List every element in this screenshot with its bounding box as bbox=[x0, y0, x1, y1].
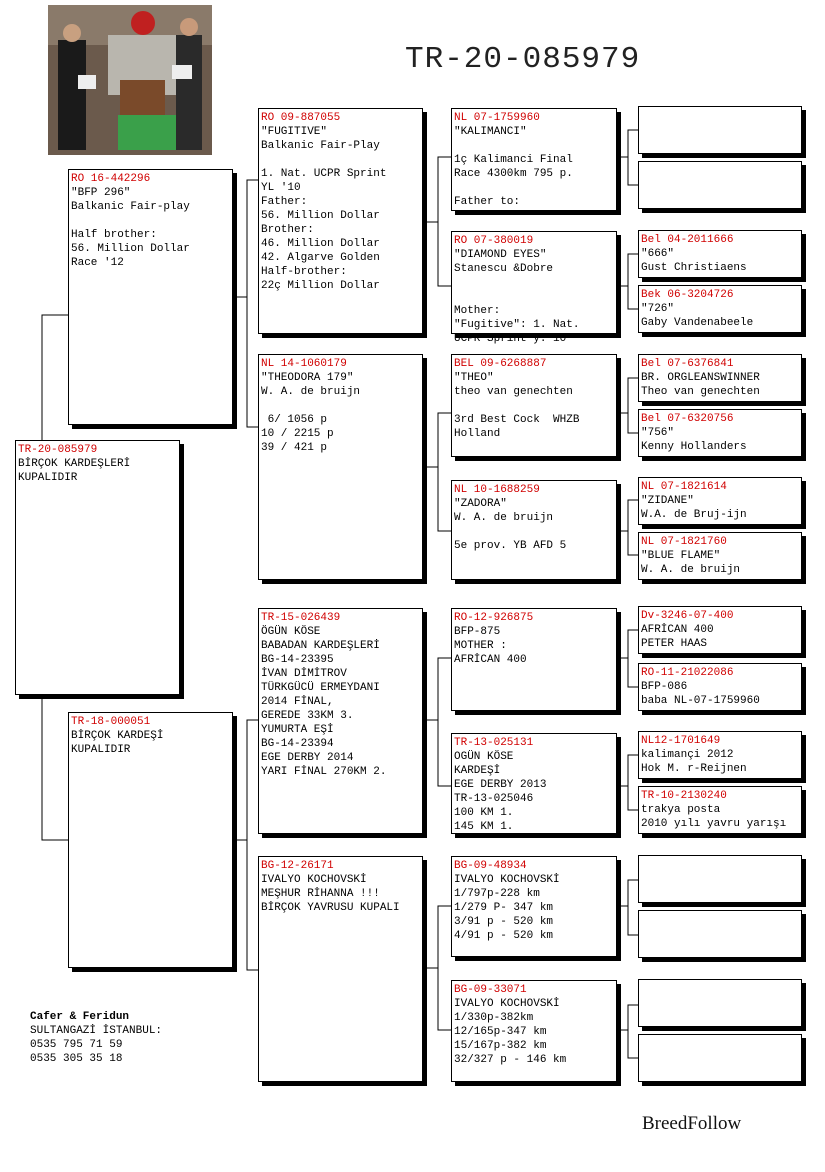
info-line bbox=[261, 399, 420, 413]
info-line: kalimançi 2012 bbox=[641, 749, 734, 761]
info-line: EGE DERBY 2014 bbox=[261, 752, 354, 764]
info-line: Father to: bbox=[454, 196, 521, 208]
owner-phone-1: 0535 795 71 59 bbox=[30, 1039, 123, 1051]
info-line: "ZIDANE" bbox=[641, 495, 694, 507]
sire-dam-sire-box[interactable] bbox=[451, 354, 617, 457]
ring-number: NL 07-1821614 bbox=[641, 481, 727, 493]
dam-sire-box[interactable] bbox=[258, 608, 423, 834]
gen5-box-3[interactable] bbox=[638, 230, 802, 278]
info-line: W. A. de bruijn bbox=[261, 386, 361, 398]
sire-sire-sire-box[interactable] bbox=[451, 108, 617, 211]
info-line: MEŞHUR RİHANNA !!! bbox=[261, 888, 380, 900]
info-line bbox=[454, 276, 614, 290]
info-line: "726" bbox=[641, 303, 675, 315]
info-line: BİRÇOK YAVRUSU KUPALI bbox=[261, 902, 400, 914]
info-line: Stanescu &Dobre bbox=[454, 263, 554, 275]
info-line: BABADAN KARDEŞLERİ bbox=[261, 640, 380, 652]
info-line bbox=[261, 153, 420, 167]
info-line: BG-14-23395 bbox=[261, 654, 334, 666]
ring-number: NL 14-1060179 bbox=[261, 358, 347, 370]
info-line: 1/330p-382km bbox=[454, 1012, 534, 1024]
info-line: Theo van genechten bbox=[641, 386, 760, 398]
info-line: "FUGITIVE" bbox=[261, 126, 328, 138]
info-line: 10 / 2215 p bbox=[261, 428, 334, 440]
info-line: 5e prov. YB AFD 5 bbox=[454, 540, 567, 552]
info-line: 100 KM 1. bbox=[454, 807, 514, 819]
info-line: W.A. de Bruj-ijn bbox=[641, 509, 747, 521]
owner-contact bbox=[30, 1010, 162, 1066]
info-line: 3/91 p - 520 km bbox=[454, 916, 554, 928]
info-line: 39 / 421 p bbox=[261, 442, 328, 454]
info-line: 32/327 p - 146 km bbox=[454, 1054, 567, 1066]
info-line: BG-14-23394 bbox=[261, 738, 334, 750]
ring-number: Dv-3246-07-400 bbox=[641, 610, 734, 622]
info-line: theo van genechten bbox=[454, 386, 573, 398]
info-line: "BLUE FLAME" bbox=[641, 550, 721, 562]
gen5-box-4[interactable] bbox=[638, 285, 802, 333]
ring-number: NL 07-1759960 bbox=[454, 112, 540, 124]
info-line: 6/ 1056 p bbox=[261, 414, 328, 426]
info-line: W. A. de bruijn bbox=[454, 512, 554, 524]
info-line: AFRİCAN 400 bbox=[641, 624, 714, 636]
info-line: "KALIMANCI" bbox=[454, 126, 527, 138]
info-line: BFP-086 bbox=[641, 681, 688, 693]
info-line: TR-13-025046 bbox=[454, 793, 534, 805]
info-line: 3rd Best Cock WHZB bbox=[454, 414, 580, 426]
dam-dam-box[interactable] bbox=[258, 856, 423, 1082]
info-line: 22ç Million Dollar bbox=[261, 280, 380, 292]
gen5-box-5[interactable] bbox=[638, 354, 802, 402]
info-line: "BFP 296" bbox=[71, 187, 131, 199]
sire-box[interactable] bbox=[68, 169, 233, 425]
info-line bbox=[454, 525, 614, 539]
info-line: W. A. de bruijn bbox=[641, 564, 741, 576]
subject-bird-box[interactable] bbox=[15, 440, 180, 695]
info-line: 56. Million Dollar bbox=[261, 210, 380, 222]
sire-dam-box[interactable] bbox=[258, 354, 423, 580]
ring-number: TR-13-025131 bbox=[454, 737, 534, 749]
gen5-box-6[interactable] bbox=[638, 409, 802, 457]
info-line: AFRİCAN 400 bbox=[454, 654, 527, 666]
sire-sire-box[interactable] bbox=[258, 108, 423, 334]
info-line: EGE DERBY 2013 bbox=[454, 779, 547, 791]
info-line: BR. ORGLEANSWINNER bbox=[641, 372, 760, 384]
info-line: Father: bbox=[261, 196, 308, 208]
ring-number: Bek 06-3204726 bbox=[641, 289, 734, 301]
info-line bbox=[454, 290, 614, 304]
info-line: GEREDE 33KM 3. bbox=[261, 710, 354, 722]
info-line: IVALYO KOCHOVSKİ bbox=[454, 874, 560, 886]
dam-sire-sire-box[interactable] bbox=[451, 608, 617, 711]
info-line: BİRÇOK KARDEŞLERİ bbox=[18, 458, 131, 470]
sire-sire-dam-box[interactable] bbox=[451, 231, 617, 345]
ring-number: TR-10-2130240 bbox=[641, 790, 727, 802]
ring-number: RO-12-926875 bbox=[454, 612, 534, 624]
gen5-box-12[interactable] bbox=[638, 786, 802, 834]
dam-dam-sire-box[interactable] bbox=[451, 856, 617, 957]
ring-number: NL 10-1688259 bbox=[454, 484, 540, 496]
ring-number: NL 07-1821760 bbox=[641, 536, 727, 548]
gen5-box-11[interactable] bbox=[638, 731, 802, 779]
owner-name: Cafer & Feridun bbox=[30, 1011, 130, 1023]
info-line: ÖGÜN KÖSE bbox=[261, 626, 321, 638]
ring-number: Bel 07-6320756 bbox=[641, 413, 734, 425]
info-line: TÜRKGÜCÜ ERMEYDANI bbox=[261, 682, 380, 694]
info-line: 1/797p-228 km bbox=[454, 888, 540, 900]
gen5-box-1[interactable] bbox=[638, 106, 802, 154]
ring-number: Bel 04-2011666 bbox=[641, 234, 734, 246]
info-line: Brother: bbox=[261, 224, 314, 236]
info-line: Balkanic Fair-play bbox=[71, 201, 190, 213]
info-line: trakya posta bbox=[641, 804, 721, 816]
ring-number: BG-09-33071 bbox=[454, 984, 527, 996]
info-line: "THEODORA 179" bbox=[261, 372, 354, 384]
ring-number: RO 07-380019 bbox=[454, 235, 534, 247]
info-line: 145 KM 1. bbox=[454, 821, 514, 833]
info-line: Gaby Vandenabeele bbox=[641, 317, 754, 329]
info-line: 4/91 p - 520 km bbox=[454, 930, 554, 942]
gen5-box-10[interactable] bbox=[638, 663, 802, 711]
gen5-box-13[interactable] bbox=[638, 855, 802, 903]
info-line: 1/279 P- 347 km bbox=[454, 902, 554, 914]
ring-number: RO 09-887055 bbox=[261, 112, 341, 124]
info-line: "Fugitive": 1. Nat. bbox=[454, 319, 580, 331]
dam-dam-dam-box[interactable] bbox=[451, 980, 617, 1082]
gen5-box-8[interactable] bbox=[638, 532, 802, 580]
dam-box[interactable] bbox=[68, 712, 233, 968]
ring-number: TR-18-000051 bbox=[71, 716, 151, 728]
info-line: MOTHER : bbox=[454, 640, 507, 652]
ring-number: RO 16-442296 bbox=[71, 173, 151, 185]
info-line: BİRÇOK KARDEŞİ bbox=[71, 730, 164, 742]
dam-sire-dam-box[interactable] bbox=[451, 733, 617, 834]
info-line: Hok M. r-Reijnen bbox=[641, 763, 747, 775]
info-line: KUPALIDIR bbox=[71, 744, 131, 756]
info-line: Mother: bbox=[454, 305, 501, 317]
gen5-box-9[interactable] bbox=[638, 606, 802, 654]
info-line: Race '12 bbox=[71, 257, 124, 269]
info-line: 42. Algarve Golden bbox=[261, 252, 380, 264]
info-line: YL '10 bbox=[261, 182, 301, 194]
info-line: Gust Christiaens bbox=[641, 262, 747, 274]
info-line: OGÜN KÖSE bbox=[454, 751, 514, 763]
info-line: Balkanic Fair-Play bbox=[261, 140, 380, 152]
info-line: 15/167p-382 km bbox=[454, 1040, 547, 1052]
info-line: "666" bbox=[641, 248, 675, 260]
info-line: YUMURTA EŞİ bbox=[261, 724, 334, 736]
info-line: baba NL-07-1759960 bbox=[641, 695, 760, 707]
info-line: IVALYO KOCHOVSKİ bbox=[454, 998, 560, 1010]
info-line: 46. Million Dollar bbox=[261, 238, 380, 250]
brand-logo-text: BreedFollow bbox=[642, 1113, 742, 1134]
ring-number: BG-12-26171 bbox=[261, 860, 334, 872]
info-line: UCPR Sprint y.'10 bbox=[454, 333, 567, 345]
ring-number: TR-20-085979 bbox=[18, 444, 98, 456]
ring-number: BG-09-48934 bbox=[454, 860, 527, 872]
gen5-box-15[interactable] bbox=[638, 979, 802, 1027]
info-line: Half-brother: bbox=[261, 266, 347, 278]
info-line bbox=[71, 214, 230, 228]
info-line: 1ç Kalimanci Final bbox=[454, 154, 573, 166]
info-line: Holland bbox=[454, 428, 501, 440]
info-line: YARI FİNAL 270KM 2. bbox=[261, 766, 387, 778]
info-line: 1. Nat. UCPR Sprint bbox=[261, 168, 387, 180]
info-line: Race 4300km 795 p. bbox=[454, 168, 573, 180]
info-line bbox=[454, 181, 614, 195]
info-line: 12/165p-347 km bbox=[454, 1026, 547, 1038]
info-line: "THEO" bbox=[454, 372, 494, 384]
pedigree-title: TR-20-085979 bbox=[405, 42, 641, 77]
gen5-box-7[interactable] bbox=[638, 477, 802, 525]
owner-phone-2: 0535 305 35 18 bbox=[30, 1053, 123, 1065]
info-line: "DIAMOND EYES" bbox=[454, 249, 547, 261]
ring-number: Bel 07-6376841 bbox=[641, 358, 734, 370]
info-line: BFP-875 bbox=[454, 626, 501, 638]
info-line: 2014 FİNAL, bbox=[261, 696, 334, 708]
ring-number: RO-11-21022086 bbox=[641, 667, 734, 679]
info-line: İVAN DİMİTROV bbox=[261, 668, 347, 680]
info-line bbox=[454, 399, 614, 413]
ring-number: BEL 09-6268887 bbox=[454, 358, 547, 370]
owner-city: SULTANGAZİ İSTANBUL: bbox=[30, 1025, 163, 1037]
info-line: KUPALIDIR bbox=[18, 472, 78, 484]
info-line: PETER HAAS bbox=[641, 638, 708, 650]
info-line: KARDEŞİ bbox=[454, 765, 501, 777]
info-line bbox=[454, 139, 614, 153]
gen5-box-14[interactable] bbox=[638, 910, 802, 958]
gen5-box-16[interactable] bbox=[638, 1034, 802, 1082]
ring-number: NL12-1701649 bbox=[641, 735, 721, 747]
info-line: Kenny Hollanders bbox=[641, 441, 747, 453]
sire-dam-dam-box[interactable] bbox=[451, 480, 617, 580]
gen5-box-2[interactable] bbox=[638, 161, 802, 209]
info-line: "ZADORA" bbox=[454, 498, 507, 510]
info-line: Half brother: bbox=[71, 229, 157, 241]
info-line: IVALYO KOCHOVSKİ bbox=[261, 874, 367, 886]
ring-number: TR-15-026439 bbox=[261, 612, 341, 624]
info-line: 56. Million Dollar bbox=[71, 243, 190, 255]
info-line: "756" bbox=[641, 427, 675, 439]
info-line: 2010 yılı yavru yarışı bbox=[641, 818, 787, 830]
